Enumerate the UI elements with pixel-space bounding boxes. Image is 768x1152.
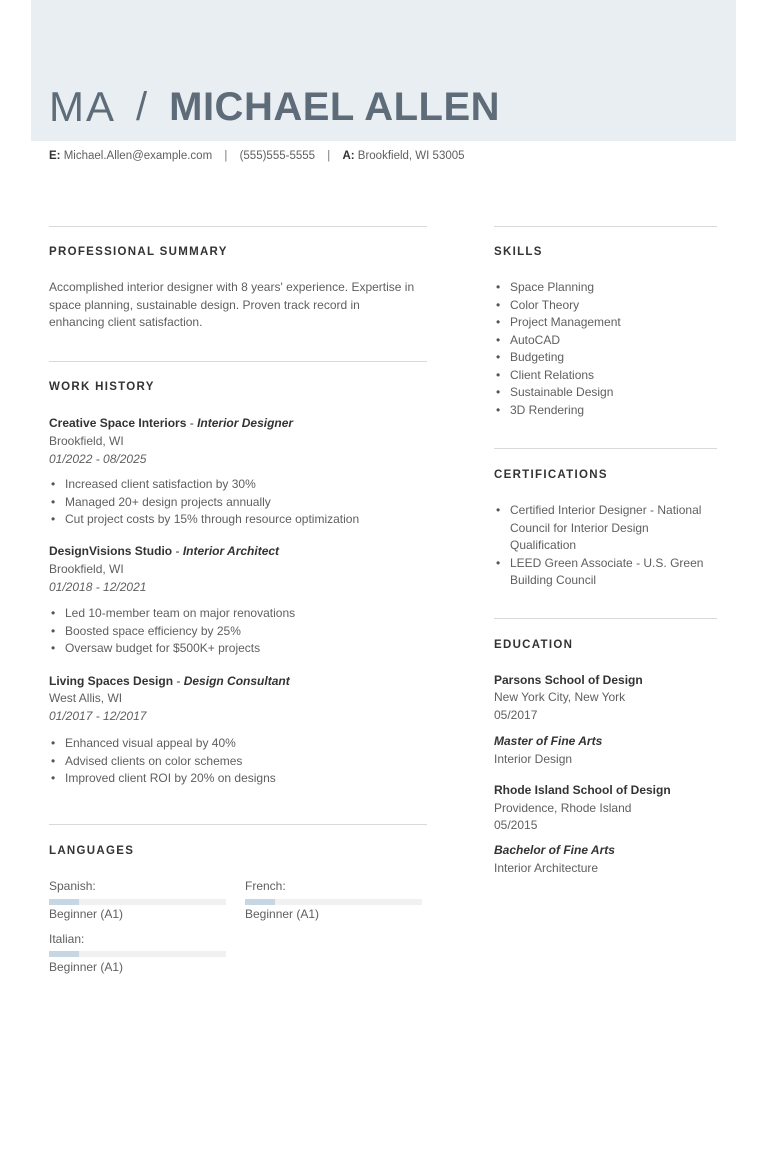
job-role: Interior Architect xyxy=(182,544,280,558)
list-item: • Managed 20+ design projects annually xyxy=(49,494,439,512)
education-degree: Master of Fine Arts xyxy=(494,734,603,748)
job-role: Design Consultant xyxy=(183,674,290,688)
skill-item: • Sustainable Design xyxy=(494,384,724,402)
education-field: Interior Architecture xyxy=(494,861,599,875)
contact-separator: | xyxy=(327,150,331,162)
summary-line: Accomplished interior designer with 8 years' experience. Expertise in xyxy=(49,280,415,294)
job-dates: 01/2018 - 12/2021 xyxy=(49,580,147,594)
certification-line: Qualification xyxy=(510,538,577,552)
job-dash: - xyxy=(186,416,198,430)
section-divider xyxy=(49,226,427,227)
certification-line: Council for Interior Design xyxy=(510,520,649,535)
skill-item: • 3D Rendering xyxy=(494,402,724,420)
language-level: Beginner (A1) xyxy=(49,960,124,974)
section-divider xyxy=(49,361,427,362)
job-bullets xyxy=(49,476,439,529)
email-label: E: xyxy=(49,150,61,162)
education-date: 05/2015 xyxy=(494,818,538,832)
skill-item: • Project Management xyxy=(494,314,724,332)
section-divider xyxy=(494,448,717,449)
education-location: New York City, New York xyxy=(494,690,626,704)
language-bar-fill xyxy=(49,899,79,905)
certification-line: • Certified Interior Designer - National xyxy=(510,503,702,517)
full-name: MICHAEL ALLEN xyxy=(169,84,501,129)
job-dates: 01/2017 - 12/2017 xyxy=(49,709,147,723)
language-bar xyxy=(245,899,422,905)
job-dash: - xyxy=(172,544,183,558)
contact-separator: | xyxy=(224,150,228,162)
job-company: Living Spaces Design xyxy=(49,674,174,688)
list-item: • Led 10-member team on major renovations xyxy=(49,605,439,623)
list-item: • Improved client ROI by 20% on designs xyxy=(49,770,439,788)
language-level: Beginner (A1) xyxy=(49,907,124,921)
job-heading xyxy=(49,416,293,430)
certifications-list xyxy=(494,502,724,590)
job-dash: - xyxy=(173,674,184,688)
certifications-title: CERTIFICATIONS xyxy=(494,469,608,481)
name-heading xyxy=(49,82,500,132)
education-field: Interior Design xyxy=(494,752,573,766)
education-degree: Bachelor of Fine Arts xyxy=(494,843,615,857)
phone-number: (555)555-5555 xyxy=(239,150,316,162)
language-bar-fill xyxy=(245,899,275,905)
list-item: • Increased client satisfaction by 30% xyxy=(49,476,439,494)
skill-item: • Space Planning xyxy=(494,279,724,297)
language-bar xyxy=(49,951,226,957)
job-heading xyxy=(49,544,279,558)
education-location: Providence, Rhode Island xyxy=(494,801,632,815)
education-school: Parsons School of Design xyxy=(494,673,643,687)
section-divider xyxy=(494,618,717,619)
address: Brookfield, WI 53005 xyxy=(357,150,465,162)
summary-title: PROFESSIONAL SUMMARY xyxy=(49,246,228,258)
job-location: Brookfield, WI xyxy=(49,562,124,576)
summary-line: enhancing client satisfaction. xyxy=(49,315,203,329)
skill-item: • Budgeting xyxy=(494,349,724,367)
job-location: West Allis, WI xyxy=(49,691,123,705)
list-item: • Cut project costs by 15% through resource optimization xyxy=(49,511,439,529)
language-name: Spanish: xyxy=(49,879,96,893)
list-item: • Advised clients on color schemes xyxy=(49,753,439,771)
job-dates: 01/2022 - 08/2025 xyxy=(49,452,147,466)
list-item: • Oversaw budget for $500K+ projects xyxy=(49,640,439,658)
job-bullets xyxy=(49,605,439,658)
education-date: 05/2017 xyxy=(494,708,538,722)
list-item: • Boosted space efficiency by 25% xyxy=(49,623,439,641)
contact-line xyxy=(49,150,465,162)
certification-line: • LEED Green Associate - U.S. Green xyxy=(510,555,704,570)
job-heading xyxy=(49,674,290,688)
languages-title: LANGUAGES xyxy=(49,845,135,857)
language-name: Italian: xyxy=(49,932,85,946)
work-history-title: WORK HISTORY xyxy=(49,381,155,393)
job-bullets xyxy=(49,735,439,788)
summary-text xyxy=(49,279,439,332)
language-name: French: xyxy=(245,879,286,893)
skill-item: • Client Relations xyxy=(494,367,724,385)
address-label: A: xyxy=(342,150,355,162)
education-title: EDUCATION xyxy=(494,639,574,651)
skill-item: • Color Theory xyxy=(494,297,724,315)
initials: MA xyxy=(49,83,116,130)
list-item: • Enhanced visual appeal by 40% xyxy=(49,735,439,753)
job-role: Interior Designer xyxy=(197,416,294,430)
certification-item xyxy=(494,502,724,555)
section-divider xyxy=(49,824,427,825)
language-bar xyxy=(49,899,226,905)
language-bar-fill xyxy=(49,951,79,957)
section-divider xyxy=(494,226,717,227)
email-link[interactable]: Michael.Allen@example.com xyxy=(63,150,213,162)
certification-line: Building Council xyxy=(510,573,597,587)
job-location: Brookfield, WI xyxy=(49,434,124,448)
job-company: DesignVisions Studio xyxy=(49,544,173,558)
name-separator: / xyxy=(136,84,148,129)
certification-item xyxy=(494,555,724,590)
language-level: Beginner (A1) xyxy=(245,907,320,921)
skill-item: • AutoCAD xyxy=(494,332,724,350)
education-school: Rhode Island School of Design xyxy=(494,783,671,797)
skills-list xyxy=(494,279,724,419)
skills-title: SKILLS xyxy=(494,246,543,258)
summary-line: space planning, sustainable design. Proven track record in xyxy=(49,297,360,312)
job-company: Creative Space Interiors xyxy=(49,416,187,430)
